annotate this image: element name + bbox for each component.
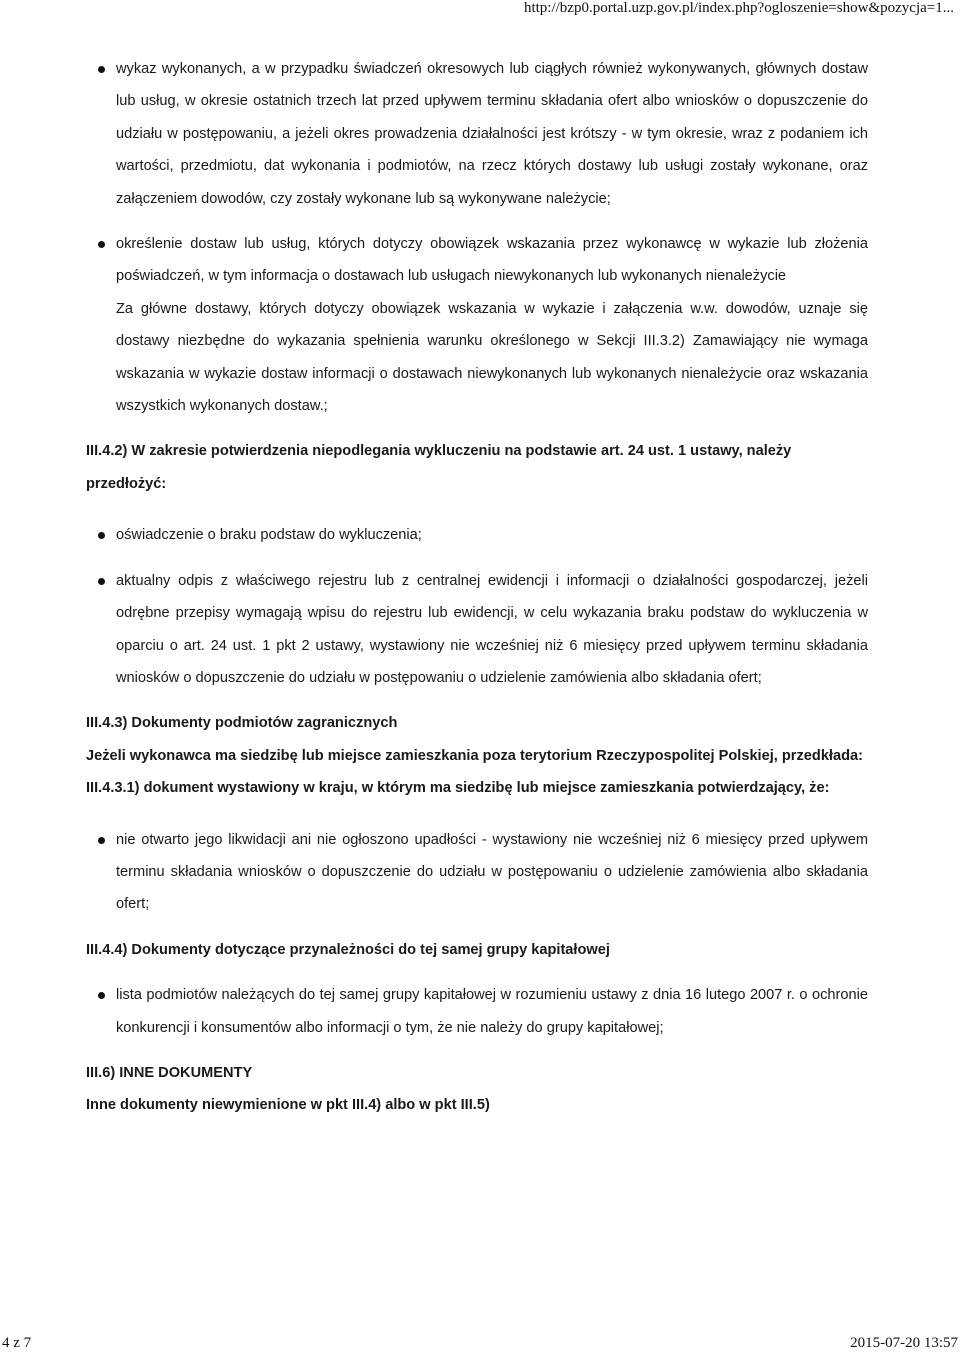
list-item	[86, 228, 868, 293]
document-body	[86, 53, 868, 1122]
section-heading-iii-4-2: III.4.2) W zakresie potwierdzenia niepodlegania wykluczeniu na podstawie art. 24 ust. 1 ustawy, należy przedłożyć:	[86, 443, 792, 492]
bullet-icon	[98, 532, 105, 539]
bullet-icon	[98, 66, 105, 73]
print-datetime: 2015-07-20 13:57	[850, 1335, 958, 1351]
bullet-icon	[98, 992, 105, 999]
section-heading-iii-6: III.6) INNE DOKUMENTY	[86, 1064, 253, 1081]
list-item-text: nie otwarto jego likwidacji ani nie ogłoszono upadłości - wystawiony nie wcześniej niż 6 miesięcy przed upływem terminu składania wniosków o dopuszczenie do udziału w postępowaniu o udzielenie zamówienia albo składania ofert;	[116, 831, 868, 913]
list-item	[86, 979, 868, 1044]
list-item-text: określenie dostaw lub usług, których dotyczy obowiązek wskazania przez wykonawcę w wykazie lub złożenia poświadczeń, w tym informacja o dostawach lub usługach niewykonanych lub wykonanych nienależycie	[116, 236, 868, 285]
section-heading-iii-4-3-1: III.4.3.1) dokument wystawiony w kraju, w którym ma siedzibę lub miejsce zamieszkania potwierdzający, że:	[86, 780, 830, 797]
list-item-note: Za główne dostawy, których dotyczy obowiązek wskazania w wykazie i załączenia w.w. dowodów, uznaje się dostawy niezbędne do wykazania spełnienia warunku określonego w Sekcji III.3.2) Zamawiający nie wymaga wskazania w wykazie dostaw informacji o dostawach niewykonanych lub wykonanych nienależycie oraz wskazania wszystkich wykonanych dostaw.;	[116, 300, 868, 415]
list-item	[86, 824, 868, 921]
list-item-text: oświadczenie o braku podstaw do wykluczenia;	[116, 527, 422, 544]
list-item	[86, 53, 868, 215]
bullet-icon	[98, 578, 105, 585]
list-item-text: aktualny odpis z właściwego rejestru lub z centralnej ewidencji i informacji o działalności gospodarczej, jeżeli odrębne przepisy wymagają wpisu do rejestru lub ewidencji, w celu wykazania braku podstaw do wykluczenia w oparciu o art. 24 ust. 1 pkt 2 ustawy, wystawiony nie wcześniej niż 6 miesięcy przed upływem terminu składania wniosków o dopuszczenie do udziału w postępowaniu o udzielenie zamówienia albo składania ofert;	[116, 572, 868, 686]
section-heading-iii-4-4: III.4.4) Dokumenty dotyczące przynależności do tej samej grupy kapitałowej	[86, 941, 610, 958]
page-number: 4 z 7	[2, 1335, 32, 1351]
section-heading-iii-4-3: III.4.3) Dokumenty podmiotów zagranicznych	[86, 715, 398, 732]
list-item	[86, 519, 868, 551]
section-subheading-iii-6: Inne dokumenty niewymienione w pkt III.4) albo w pkt III.5)	[86, 1097, 490, 1114]
bullet-icon	[98, 837, 105, 844]
list-item-text: wykaz wykonanych, a w przypadku świadczeń okresowych lub ciągłych również wykonywanych, głównych dostaw lub usług, w okresie ostatnich trzech lat przed upływem terminu składania ofert albo wniosków o dopuszczenie do udziału w postępowaniu, a jeżeli okres prowadzenia działalności jest krótszy - w tym okresie, wraz z podaniem ich wartości, przedmiotu, dat wykonania i podmiotów, na rzecz których dostawy lub usługi zostały wykonane, oraz załączeniem dowodów, czy zostały wykonane lub są wykonywane należycie;	[116, 61, 868, 207]
section-subheading-iii-4-3: Jeżeli wykonawca ma siedzibę lub miejsce zamieszkania poza terytorium Rzeczypospolitej Polskiej, przedkłada:	[86, 747, 863, 764]
list-item-text: lista podmiotów należących do tej samej grupy kapitałowej w rozumieniu ustawy z dnia 16 lutego 2007 r. o ochronie konkurencji i konsumentów albo informacji o tym, że nie należy do grupy kapitałowej;	[116, 987, 868, 1036]
page-url: http://bzp0.portal.uzp.gov.pl/index.php?ogloszenie=show&pozycja=1...	[523, 0, 954, 16]
list-item	[86, 565, 868, 695]
bullet-icon	[98, 241, 105, 248]
